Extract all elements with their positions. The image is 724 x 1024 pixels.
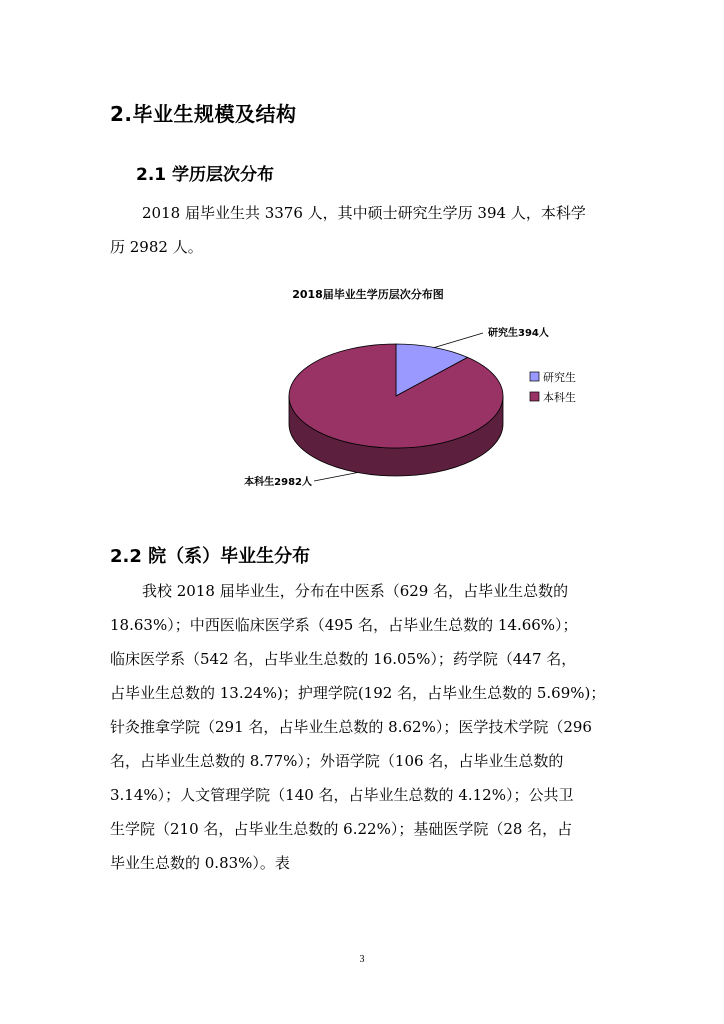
paragraph-college-distribution <box>110 574 618 880</box>
paragraph-line: 历 2982 人。 <box>110 238 203 256</box>
paragraph-line: 临床医学系（542 名，占毕业生总数的 16.05%）；药学院（447 名， <box>110 650 577 668</box>
education-pie-chart <box>220 278 620 498</box>
paragraph-line: 3.14%）；人文管理学院（140 名，占毕业生总数的 4.12%）；公共卫 <box>110 786 574 804</box>
paragraph-line: 2018 届毕业生共 3376 人，其中硕士研究生学历 394 人，本科学 <box>142 204 586 222</box>
pie-group <box>289 344 503 476</box>
chart-legend <box>530 370 576 404</box>
paragraph-line: 生学院（210 名，占毕业生总数的 6.22%）；基础医学院（28 名，占 <box>110 820 573 838</box>
chart-title: 2018届毕业生学历层次分布图 <box>292 288 444 301</box>
paragraph-line: 占毕业生总数的 13.24%)；护理学院(192 名，占毕业生总数的 5.69%)； <box>110 684 606 702</box>
paragraph-line: 我校 2018 届毕业生，分布在中医系（629 名，占毕业生总数的 <box>142 582 569 600</box>
pie-slice-本科生 <box>289 344 503 448</box>
legend-swatch <box>530 372 539 381</box>
subsection-heading-education-level: 2.1 学历层次分布 <box>136 165 275 185</box>
paragraph-line: 毕业生总数的 0.83%）。表 <box>110 854 290 872</box>
paragraph-line: 名，占毕业生总数的 8.77%）；外语学院（106 名，占毕业生总数的 <box>110 752 564 770</box>
legend-label: 研究生 <box>543 371 576 384</box>
paragraph-line: 针灸推拿学院（291 名，占毕业生总数的 8.62%）；医学技术学院（296 <box>110 718 592 736</box>
data-label: 本科生2982人 <box>244 477 312 488</box>
paragraph-education-level <box>110 196 618 264</box>
legend-label: 本科生 <box>543 391 576 404</box>
legend-swatch <box>530 392 539 401</box>
leader-line <box>434 333 483 347</box>
section-heading: 2.毕业生规模及结构 <box>110 102 297 126</box>
leader-line <box>314 473 358 481</box>
subsection-heading-college-distribution: 2.2 院（系）毕业生分布 <box>110 546 311 567</box>
data-label: 研究生394人 <box>488 328 549 339</box>
pie-chart-svg <box>220 278 620 498</box>
page-number: 3 <box>359 954 365 965</box>
paragraph-line: 18.63%）；中西医临床医学系（495 名，占毕业生总数的 14.66%）； <box>110 616 578 634</box>
